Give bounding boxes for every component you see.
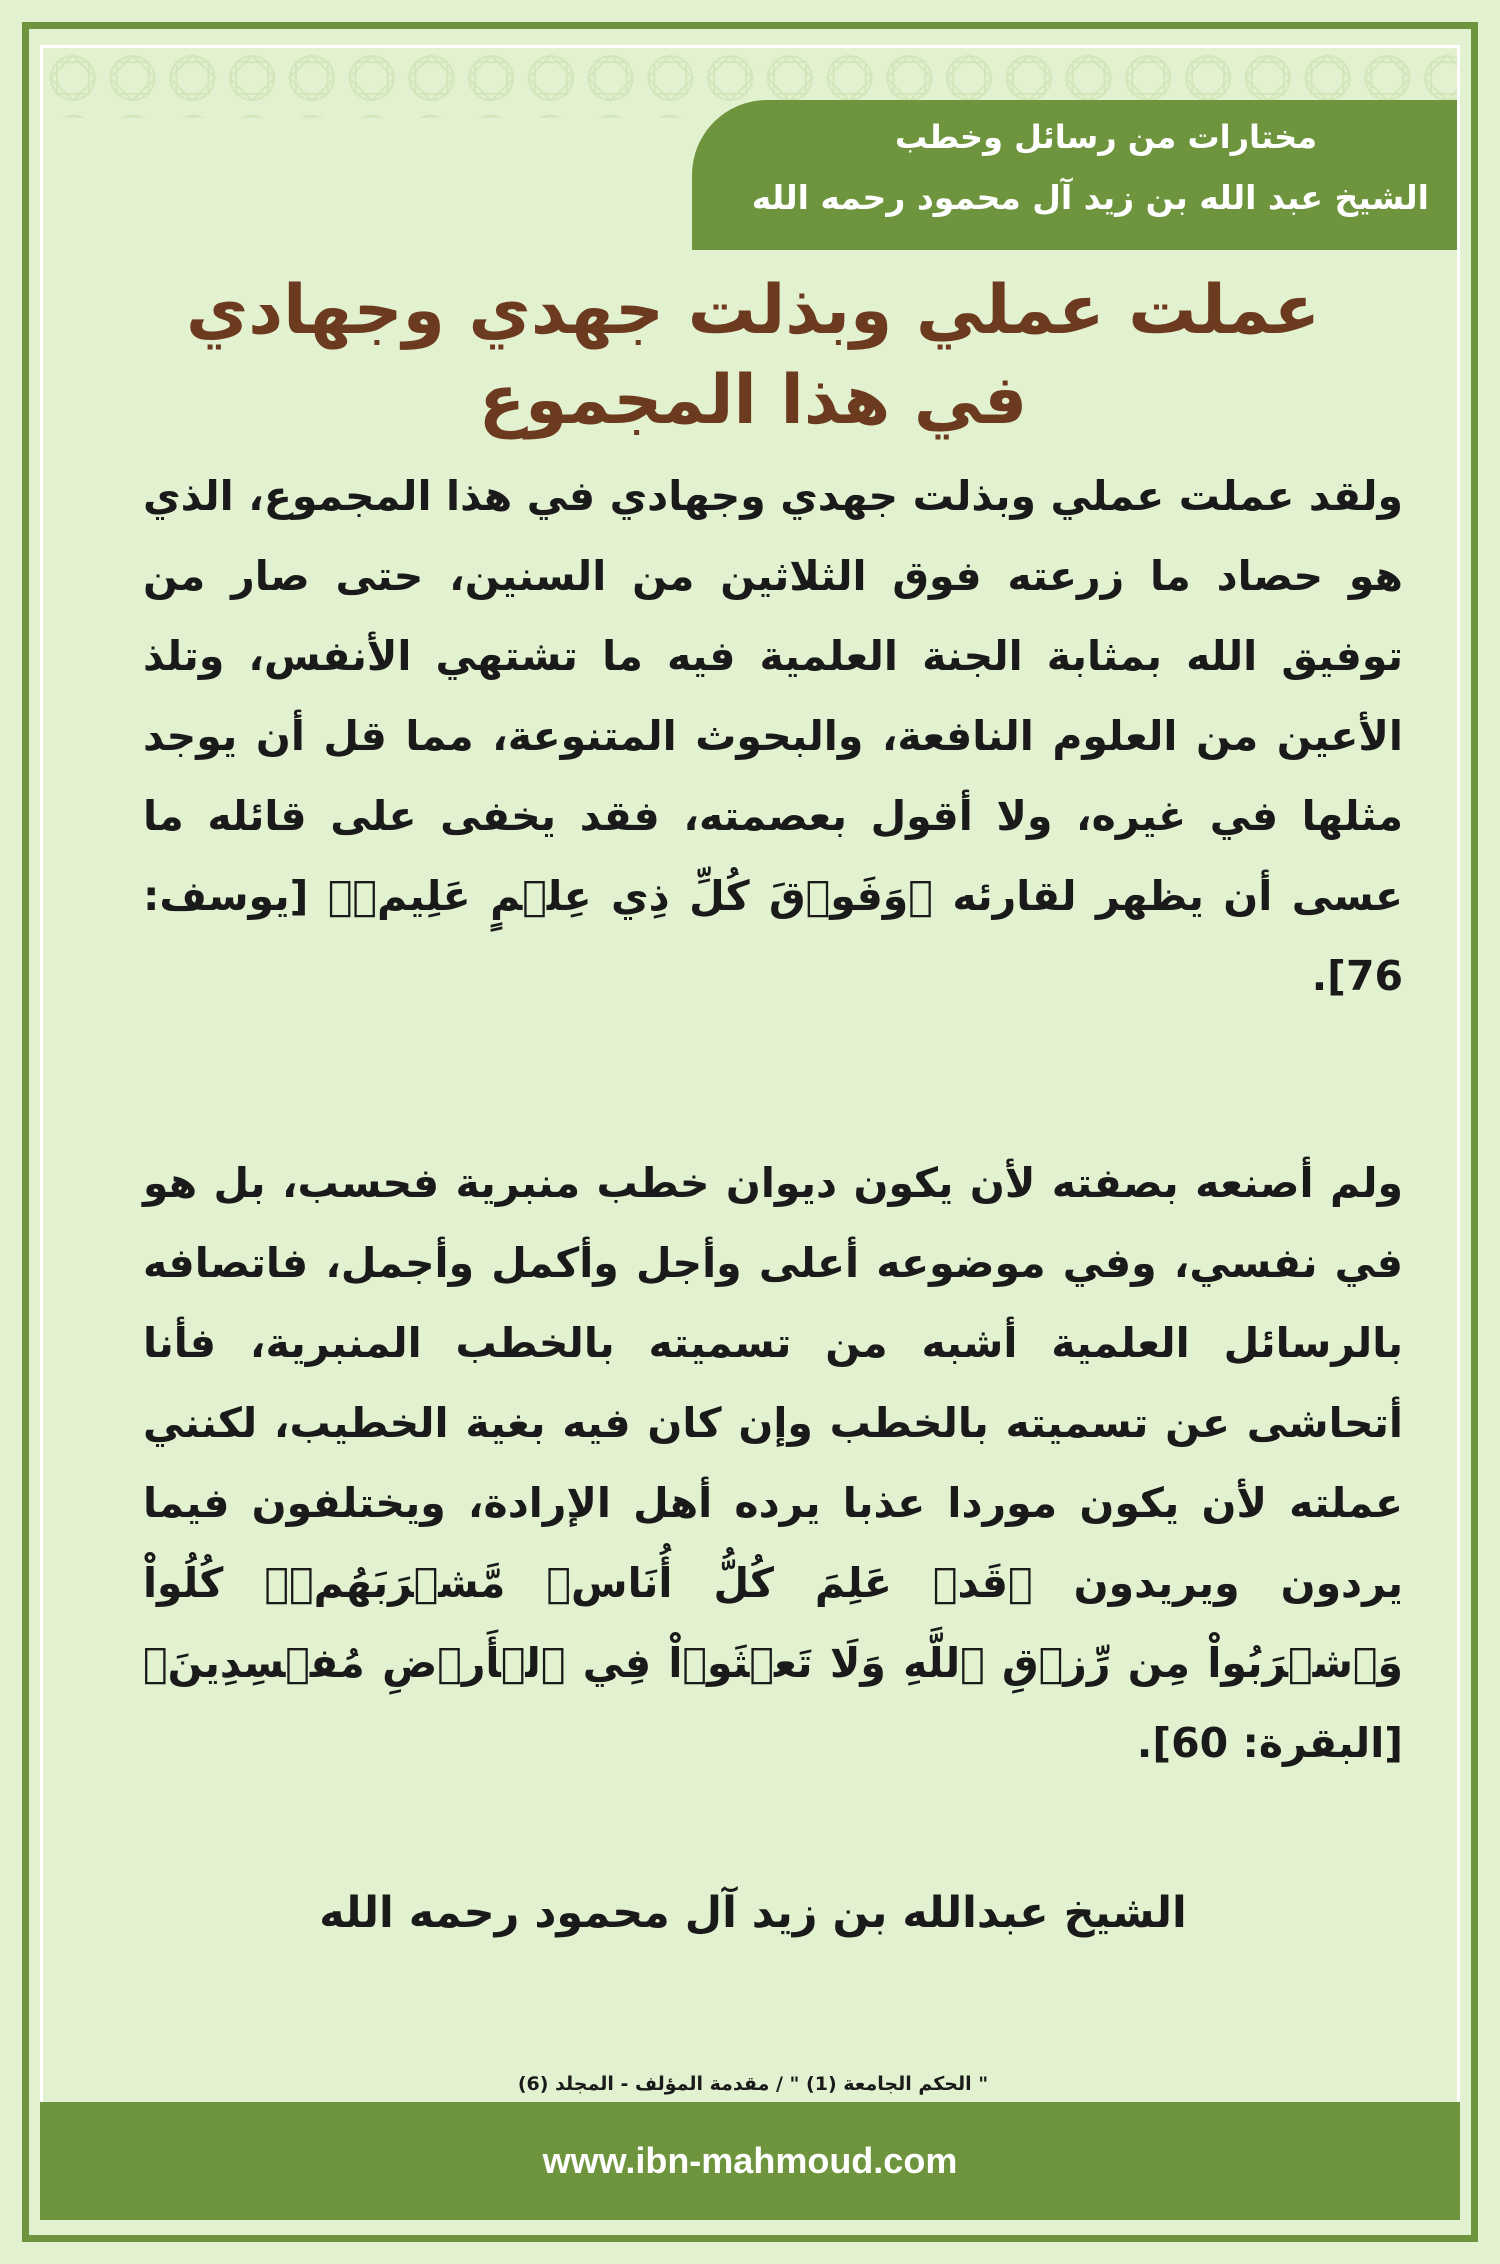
- content-panel: [40, 45, 1460, 2220]
- paragraph-2: ولم أصنعه بصفته لأن يكون ديوان خطب منبرية فحسب، بل هو في نفسي، وفي موضوعه أعلى وأجل وأكمل وأجمل، فاتصافه بالرسائل العلمية أشبه من تسميته بالخطب المنبرية، فأنا أتحاشى عن تسميته بالخطب وإن كان فيه بغية الخطيب، لكنني عملته لأن يكون موردا عذبا يرده أهل الإرادة، ويختلفون فيما يردون ويريدون ﴿قَدۡ عَلِمَ كُلُّ أُنَاسٖ مَّشۡرَبَهُمۡۖ كُلُواْ وَٱشۡرَبُواْ مِن رِّزۡقِ ٱللَّهِ وَلَا تَعۡثَوۡاْ فِي ٱلۡأَرۡضِ مُفۡسِدِينَ﴾ [البقرة: 60].: [143, 1159, 1403, 1767]
- source-citation: " الحكم الجامعة (1) " / مقدمة المؤلف - المجلد (6): [517, 2073, 989, 2095]
- page-title: عملت عملي وبذلت جهدي وجهادي في هذا المجموع: [185, 271, 1321, 440]
- header-tab: [692, 100, 1457, 250]
- paragraph-1: ولقد عملت عملي وبذلت جهدي وجهادي في هذا المجموع، الذي هو حصاد ما زرعته فوق الثلاثين من السنين، حتى صار من توفيق الله بمثابة الجنة العلمية فيه ما تشتهي الأنفس، وتلذ الأعين من العلوم النافعة، والبحوث المتنوعة، مما قل أن يوجد مثلها في غيره، ولا أقول بعصمته، فقد يخفى على قائله ما عسى أن يظهر لقارئه ﴿وَفَوۡقَ كُلِّ ذِي عِلۡمٍ عَلِيمٞ﴾ [يوسف: 76].: [143, 472, 1403, 1000]
- footer-bar: [40, 2102, 1460, 2220]
- header-series-title: مختارات من رسائل وخطب: [894, 118, 1317, 156]
- header-author: الشيخ عبد الله بن زيد آل محمود رحمه الله: [751, 178, 1429, 217]
- website-link[interactable]: www.ibn-mahmoud.com: [542, 2140, 958, 2181]
- author-signature: الشيخ عبدالله بن زيد آل محمود رحمه الله: [319, 1888, 1187, 1938]
